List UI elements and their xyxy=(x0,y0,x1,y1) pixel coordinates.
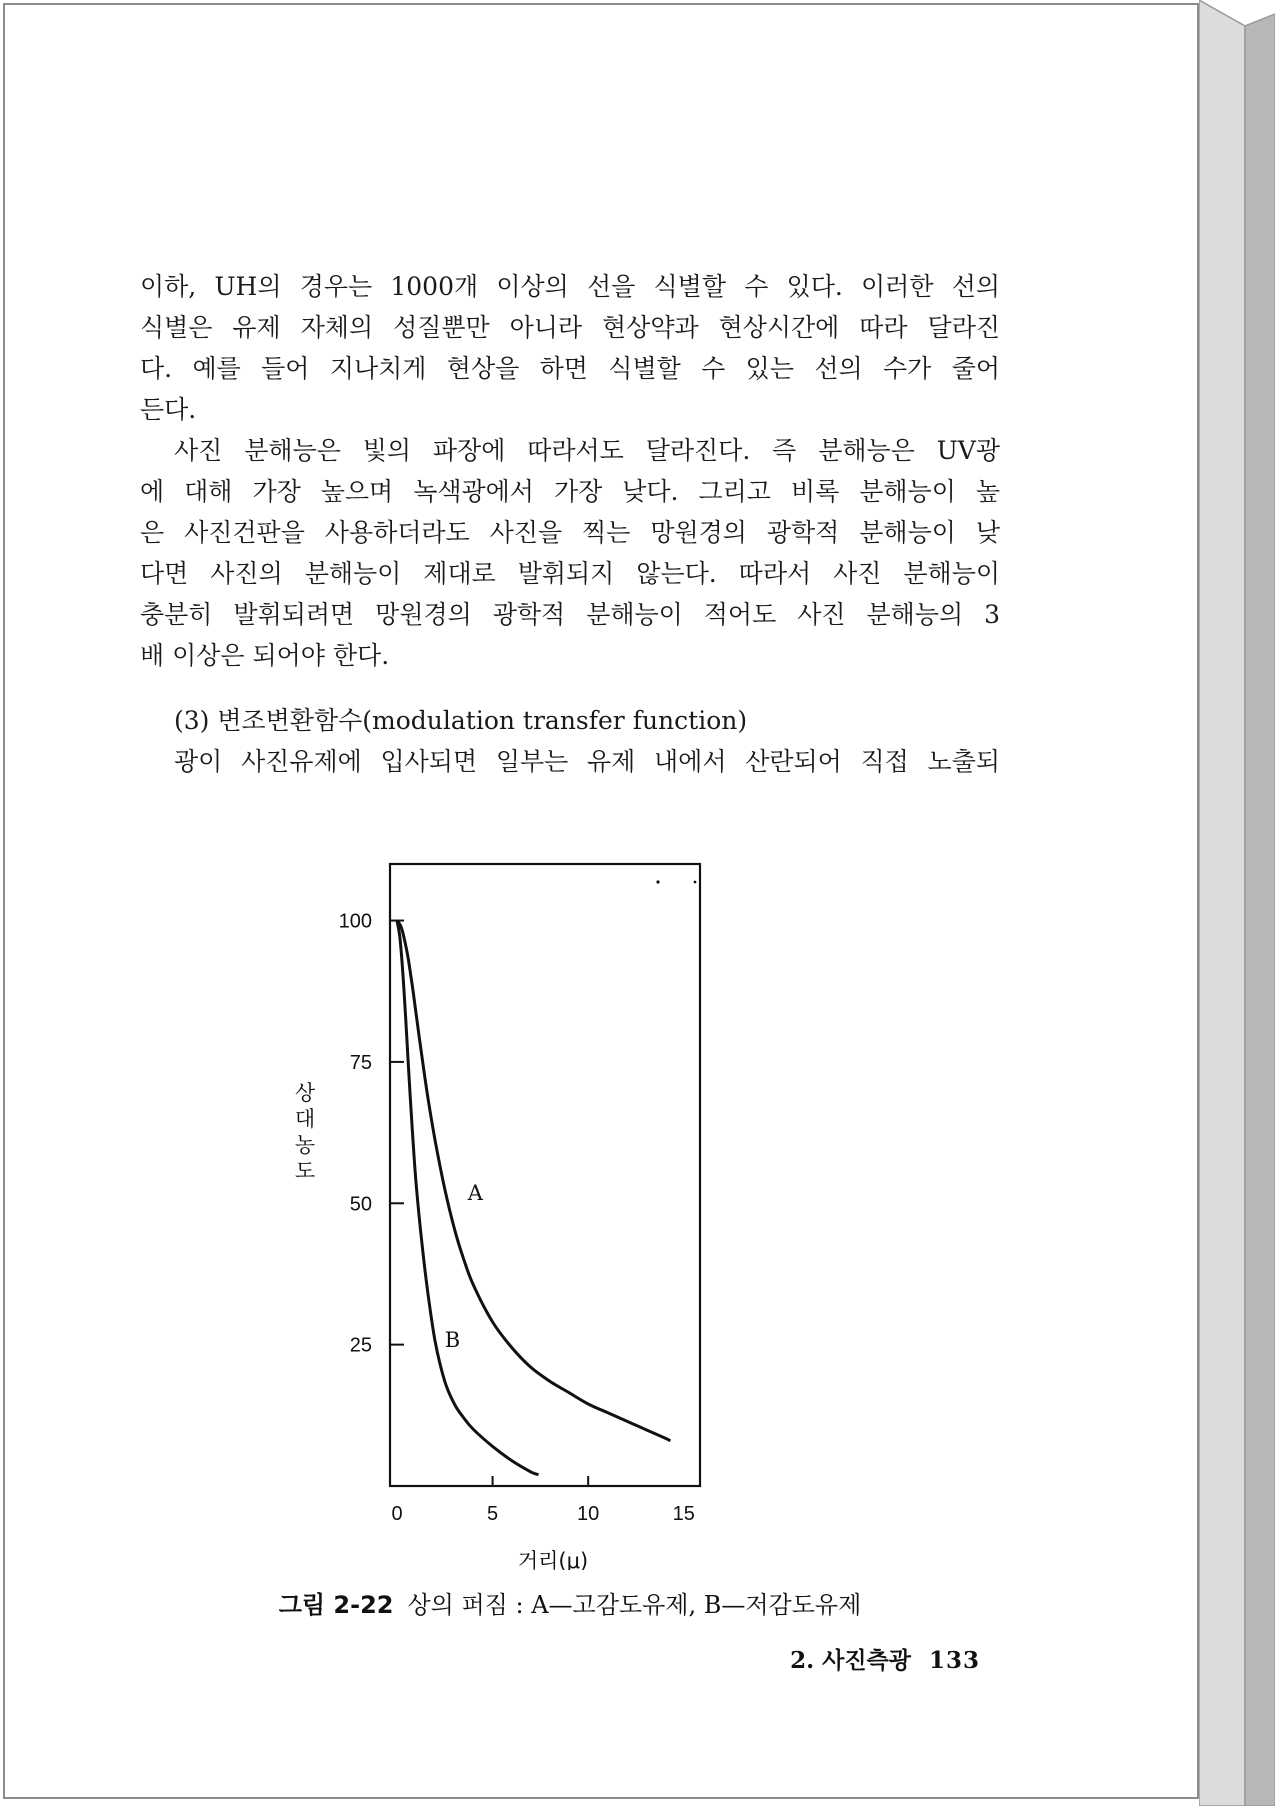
chart-svg xyxy=(270,840,850,1570)
page-edge-shadow xyxy=(1199,0,1275,1806)
body-line: 에 대해 가장 높으며 녹색광에서 가장 낮다. 그리고 비록 분해능이 높 xyxy=(140,477,1000,506)
series-label-b: B xyxy=(444,1327,461,1352)
x-tick-label: 10 xyxy=(577,1503,600,1525)
y-tick-label: 50 xyxy=(349,1193,372,1216)
x-tick-label: 0 xyxy=(391,1503,403,1525)
section-heading: (3) 변조변환함수(modulation transfer function) xyxy=(174,706,748,735)
chapter-title: 2. 사진측광 xyxy=(790,1647,911,1674)
figure-chart xyxy=(270,840,850,1570)
series-label-a: A xyxy=(467,1180,483,1205)
body-line: 식별은 유제 자체의 성질뿐만 아니라 현상약과 현상시간에 따라 달라진 xyxy=(140,313,1000,342)
body-line: 다면 사진의 분해능이 제대로 발휘되지 않는다. 따라서 사진 분해능이 xyxy=(140,559,1000,588)
caption-text: 상의 퍼짐 : A—고감도유제, B—저감도유제 xyxy=(407,1591,862,1619)
page-number: 133 xyxy=(928,1647,980,1674)
y-axis-title-char: 대 xyxy=(294,1107,316,1131)
figure-number: 그림 2-22 xyxy=(278,1591,394,1619)
body-line: 은 사진건판을 사용하더라도 사진을 찍는 망원경의 광학적 분해능이 낮 xyxy=(140,518,1000,547)
y-axis-title-char: 도 xyxy=(294,1159,316,1183)
body-line: 광이 사진유제에 입사되면 일부는 유제 내에서 산란되어 직접 노출되 xyxy=(174,747,1000,776)
x-tick-label: 15 xyxy=(672,1503,695,1525)
y-tick-label: 25 xyxy=(349,1334,372,1357)
plot-frame xyxy=(390,864,700,1486)
body-line: 다. 예를 들어 지나치게 현상을 하면 식별할 수 있는 선의 수가 줄어 xyxy=(140,354,1000,383)
series-line-a xyxy=(397,921,670,1441)
y-axis-title-char: 농 xyxy=(294,1133,316,1157)
x-axis-title: 거리(μ) xyxy=(517,1549,589,1570)
figure-caption xyxy=(140,1585,1000,1620)
body-text xyxy=(140,266,1000,782)
x-tick-label: 5 xyxy=(487,1503,499,1525)
body-line: 이하, UH의 경우는 1000개 이상의 선을 식별할 수 있다. 이러한 선의 xyxy=(140,272,1000,301)
body-line: 충분히 발휘되려면 망원경의 광학적 분해능이 적어도 사진 분해능의 3 xyxy=(140,600,1000,629)
body-line: 든다. xyxy=(140,395,197,424)
scan-speck xyxy=(694,881,697,884)
body-line: 배 이상은 되어야 한다. xyxy=(140,641,390,670)
y-axis-title-char: 상 xyxy=(294,1081,316,1105)
body-line: 사진 분해능은 빛의 파장에 따라서도 달라진다. 즉 분해능은 UV광 xyxy=(174,436,1000,465)
scan-speck xyxy=(656,880,659,883)
y-tick-label: 100 xyxy=(338,910,372,933)
running-footer xyxy=(740,1642,980,1675)
y-tick-label: 75 xyxy=(349,1051,372,1074)
